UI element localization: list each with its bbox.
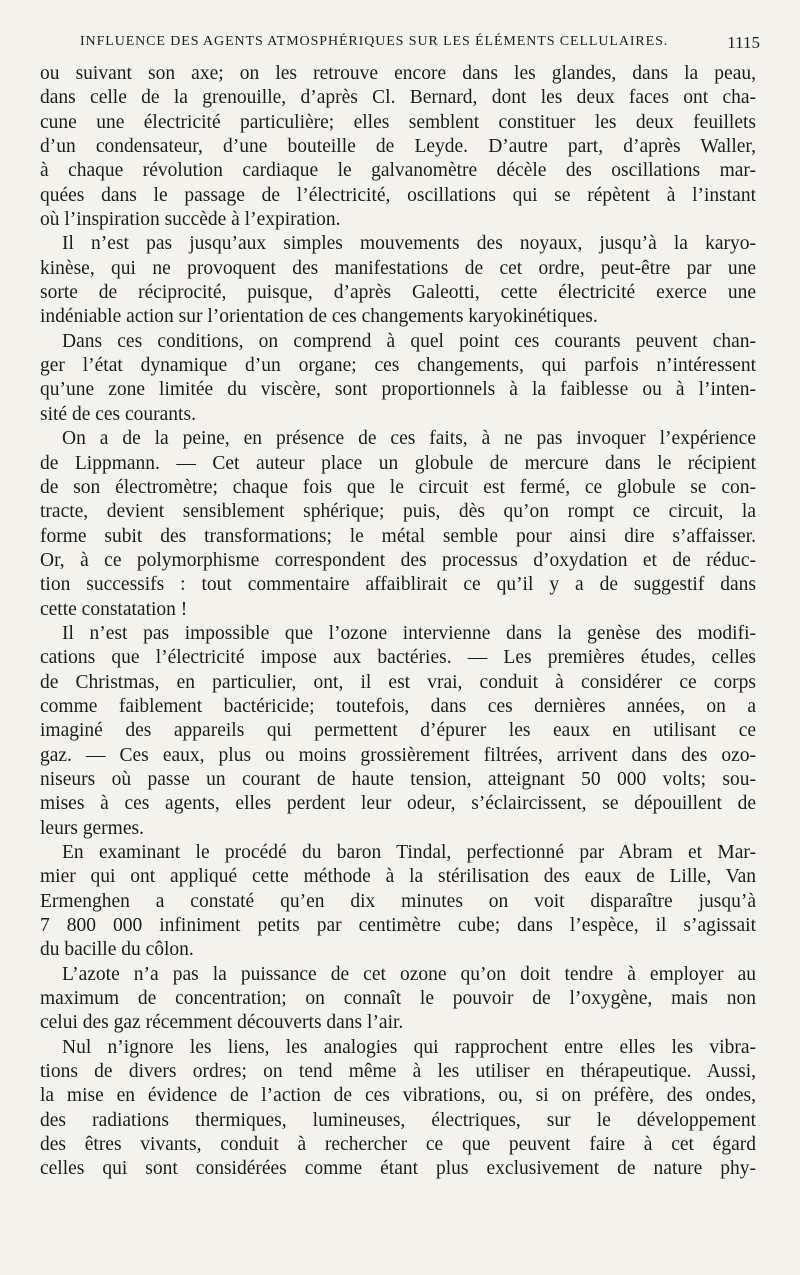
page-number: 1115 [727, 33, 760, 52]
text-line: 7 800 000 infiniment petits par centimètre cube; dans l’espèce, il s’agissait [40, 915, 756, 937]
text-line: de Christmas, en particulier, ont, il est vrai, conduit à considérer ce corps [40, 671, 756, 693]
text-line: quées dans le passage de l’électricité, oscillations qui se répètent à l’instant [40, 184, 756, 206]
text-line: qu’une zone limitée du viscère, sont proportionnels à la faiblesse ou à l’inten- [40, 379, 756, 401]
text-line: indéniable action sur l’orientation de ces changements karyokinétiques. [40, 306, 598, 328]
text-line: leurs germes. [40, 817, 144, 839]
text-line: cette constatation ! [40, 598, 188, 620]
text-line: On a de la peine, en présence de ces faits, à ne pas invoquer l’expérience [62, 428, 756, 450]
text-line: cune une électricité particulière; elles semblent constituer les deux feuillets [40, 111, 756, 133]
text-line: cations que l’électricité impose aux bactéries. — Les premières études, celles [40, 647, 756, 669]
running-title: INFLUENCE DES AGENTS ATMOSPHÉRIQUES SUR LES ÉLÉMENTS CELLULAIRES. [80, 34, 669, 49]
text-line: mier qui ont appliqué cette méthode à la stérilisation des eaux de Lille, Van [40, 866, 756, 888]
text-line: Il n’est pas impossible que l’ozone intervienne dans la genèse des modifi- [62, 622, 756, 644]
text-line: la mise en évidence de l’action de ces vibrations, ou, si on préfère, des ondes, [40, 1085, 756, 1107]
text-line: ger l’état dynamique d’un organe; ces changements, qui parfois n’intéressent [40, 355, 756, 377]
text-line: des êtres vivants, conduit à rechercher ce que peuvent faire à cet égard [40, 1134, 756, 1156]
text-line: tion successifs : tout commentaire affaiblirait ce qu’il y a de suggestif dans [40, 574, 756, 596]
text-line: niseurs où passe un courant de haute tension, atteignant 50 000 volts; sou- [40, 768, 756, 790]
text-line: où l’inspiration succède à l’expiration. [40, 209, 341, 231]
text-line: Dans ces conditions, on comprend à quel point ces courants peuvent chan- [62, 330, 756, 352]
text-line: sorte de réciprocité, puisque, d’après Galeotti, cette électricité exerce une [40, 282, 756, 304]
text-line: mises à ces agents, elles perdent leur odeur, s’éclaircissent, se dépouillent de [40, 793, 756, 815]
text-line: à chaque révolution cardiaque le galvanomètre décèle des oscillations mar- [40, 160, 756, 182]
text-line: celui des gaz récemment découverts dans l’air. [40, 1012, 404, 1034]
body-text [40, 62, 756, 1182]
text-line: maximum de concentration; on connaît le pouvoir de l’oxygène, mais non [40, 988, 756, 1010]
text-line: Ermenghen a constaté qu’en dix minutes on voit disparaître jusqu’à [40, 890, 756, 912]
text-line: celles qui sont considérées comme étant plus exclusivement de nature phy- [40, 1158, 756, 1180]
text-line: des radiations thermiques, lumineuses, électriques, sur le développement [40, 1109, 756, 1131]
running-head [80, 34, 760, 56]
text-line: ou suivant son axe; on les retrouve encore dans les glandes, dans la peau, [40, 63, 756, 84]
text-line: de Lippmann. — Cet auteur place un globule de mercure dans le récipient [40, 452, 756, 474]
text-line: Il n’est pas jusqu’aux simples mouvements des noyaux, jusqu’à la karyo- [62, 233, 756, 255]
text-line: tions de divers ordres; on tend même à les utiliser en thérapeutique. Aussi, [40, 1061, 756, 1083]
text-line: L’azote n’a pas la puissance de cet ozone qu’on doit tendre à employer au [62, 963, 756, 985]
text-line: imaginé des appareils qui permettent d’épurer les eaux en utilisant ce [40, 720, 756, 742]
text-line: Or, à ce polymorphisme correspondent des processus d’oxydation et de réduc- [40, 549, 756, 571]
text-line: de son électromètre; chaque fois que le circuit est fermé, ce globule se con- [40, 476, 756, 498]
text-line: tracte, devient sensiblement sphérique; puis, dès qu’on rompt ce circuit, la [40, 501, 756, 523]
text-line: du bacille du côlon. [40, 939, 194, 961]
text-line: comme faiblement bactéricide; toutefois, dans ces dernières années, on a [40, 695, 756, 717]
text-line: gaz. — Ces eaux, plus ou moins grossièrement filtrées, arrivent dans des ozo- [40, 744, 756, 766]
text-line: Nul n’ignore les liens, les analogies qui rapprochent entre elles les vibra- [62, 1036, 756, 1058]
text-line: kinèse, qui ne provoquent des manifestations de cet ordre, peut-être par une [40, 257, 756, 279]
text-line: En examinant le procédé du baron Tindal, perfectionné par Abram et Mar- [62, 842, 756, 863]
text-line: forme subit des transformations; le métal semble pour ainsi dire s’affaisser. [40, 525, 756, 547]
text-line: sité de ces courants. [40, 403, 196, 425]
text-line: dans celle de la grenouille, d’après Cl. Bernard, dont les deux faces ont cha- [40, 87, 756, 109]
text-line: d’un condensateur, d’une bouteille de Leyde. D’autre part, d’après Waller, [40, 136, 756, 158]
